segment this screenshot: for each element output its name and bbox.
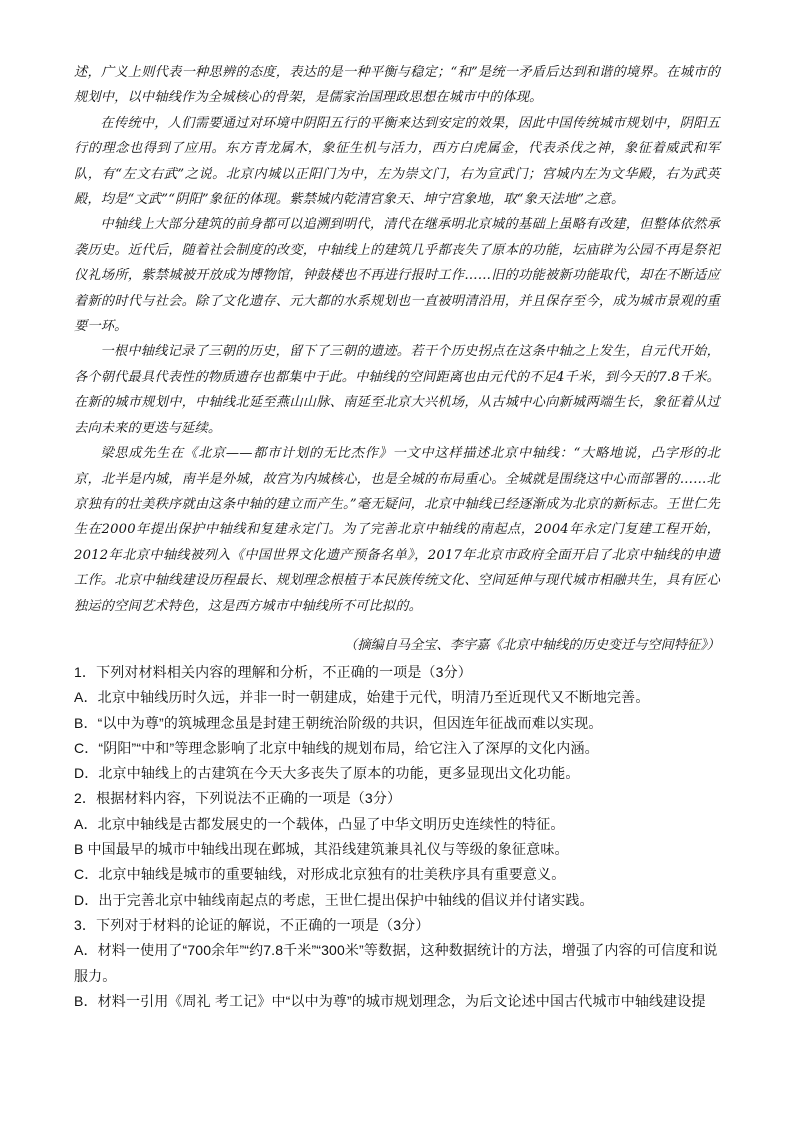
answer-option: A．北京中轴线历时久远，并非一时一朝建成，始建于元代，明清乃至近现代又不断地完善。 bbox=[74, 689, 650, 706]
passage-paragraph: 中轴线上大部分建筑的前身都可以追溯到明代，清代在继承明北京城的基础上虽略有改建，但整体依然承袭历史。近代后，随着社会制度的改变，中轴线上的建筑几乎都丧失了原本的功能，坛庙辟为公园不再是祭祀仪礼场所，紫禁城被开放成为博物馆，钟鼓楼也不再进行报时工作……旧的功能被新功能取代，却在不断适应着新的时代与社会。除了文化遗存、元大都的水系规划也一直被明清沿用，并且保存至今，成为城市景观的重要一环。 bbox=[74, 217, 720, 335]
question-stem: 1．下列对材料相关内容的理解和分析，不正确的一项是（3分） bbox=[74, 664, 472, 680]
answer-option: C．“阴阳”“中和”等理念影响了北京中轴线的规划布局，给它注入了深厚的文化内涵。 bbox=[74, 739, 599, 756]
answer-option: B．“以中为尊”的筑城理念虽是封建王朝统治阶级的共识，但因连年征战而难以实现。 bbox=[74, 714, 603, 731]
passage-paragraph: 在传统中，人们需要通过对环境中阴阳五行的平衡来达到安定的效果，因此中国传统城市规划中，阴阳五行的理念也得到了应用。东方青龙属木，象征生机与活力，西方白虎属金，代表杀伐之神，象征着威武和军队，有“左文右武”之说。北京内城以正阳门为中，左为崇文门，右为宣武门；宫城内左为文华殿，右为武英殿，均是“文武”“阴阳”象征的体现。紫禁城内乾清宫象天、坤宁宫象地，取“象天法地”之意。 bbox=[74, 115, 720, 208]
answer-option: B 中国最早的城市中轴线出现在邺城，其沿线建筑兼具礼仪与等级的象征意味。 bbox=[74, 841, 569, 858]
answer-option: C．北京中轴线是城市的重要轴线，对形成北京独有的壮美秩序具有重要意义。 bbox=[74, 866, 566, 883]
passage-paragraph: 梁思成先生在《北京——都市计划的无比杰作》一文中这样描述北京中轴线：“大略地说，凸字形的北京，北半是内城，南半是外城，故宫为内城核心，也是全城的布局重心。全城就是围绕这中心而部署的……北京独有的壮美秩序就由这条中轴的建立而产生。”毫无疑问，北京中轴线已经逐渐成为北京的新标志。王世仁先生在2000年提出保护中轴线和复建永定门。为了完善北京中轴线的南起点，2004年永定门复建工程开始，2012年北京中轴线被列入《中国世界文化遗产预备名单》，2017年北京市政府全面开启了北京中轴线的申遗工作。北京中轴线建设历程最长、规划理念根植于本民族传统文化、空间延伸与现代城市相融共生，具有匠心独运的空间艺术特色，这是西方城市中轴线所不可比拟的。 bbox=[74, 446, 720, 614]
question-stem: 3．下列对于材料的论证的解说，不正确的一项是（3分） bbox=[74, 916, 430, 933]
answer-option: A．材料一使用了“700余年”“约7.8千米”“300米”等数据，这种数据统计的方法，增强了内容的可信度和说服力。 bbox=[74, 942, 718, 984]
question-stem: 2．根据材料内容，下列说法不正确的一项是（3分） bbox=[74, 790, 402, 807]
answer-option: D．北京中轴线上的古建筑在今天大多丧失了原本的功能，更多显现出文化功能。 bbox=[74, 765, 580, 782]
passage-paragraph: 一根中轴线记录了三朝的历史，留下了三朝的遗迹。若干个历史拐点在这条中轴之上发生，自元代开始，各个朝代最具代表性的物质遗存也都集中于此。中轴线的空间距离也由元代的不足4千米，到今天的7.8千米。在新的城市规划中，中轴线北延至燕山山脉、南延至北京大兴机场，从古城中心向新城两端生长，象征着从过去向未来的更迭与延续。 bbox=[74, 344, 720, 436]
answer-option: A．北京中轴线是古都发展史的一个载体，凸显了中华文明历史连续性的特征。 bbox=[74, 815, 565, 832]
answer-option: D．出于完善北京中轴线南起点的考虑，王世仁提出保护中轴线的倡议并付诸实践。 bbox=[74, 891, 594, 908]
passage-paragraph: 述，广义上则代表一种思辨的态度，表达的是一种平衡与稳定；“和”是统一矛盾后达到和谐的境界。在城市的规划中，以中轴线作为全城核心的骨架，是儒家治国理政思想在城市中的体现。 bbox=[74, 65, 720, 106]
answer-option: B．材料一引用《周礼 考工记》中“以中为尊”的城市规划理念，为后文论述中国古代城市中轴线建设提 bbox=[74, 992, 706, 1009]
passage-source: （摘编自马全宝、李宇嘉《北京中轴线的历史变迁与空间特征》） bbox=[344, 638, 720, 653]
question-list bbox=[74, 660, 720, 1014]
reading-passage bbox=[74, 60, 720, 619]
